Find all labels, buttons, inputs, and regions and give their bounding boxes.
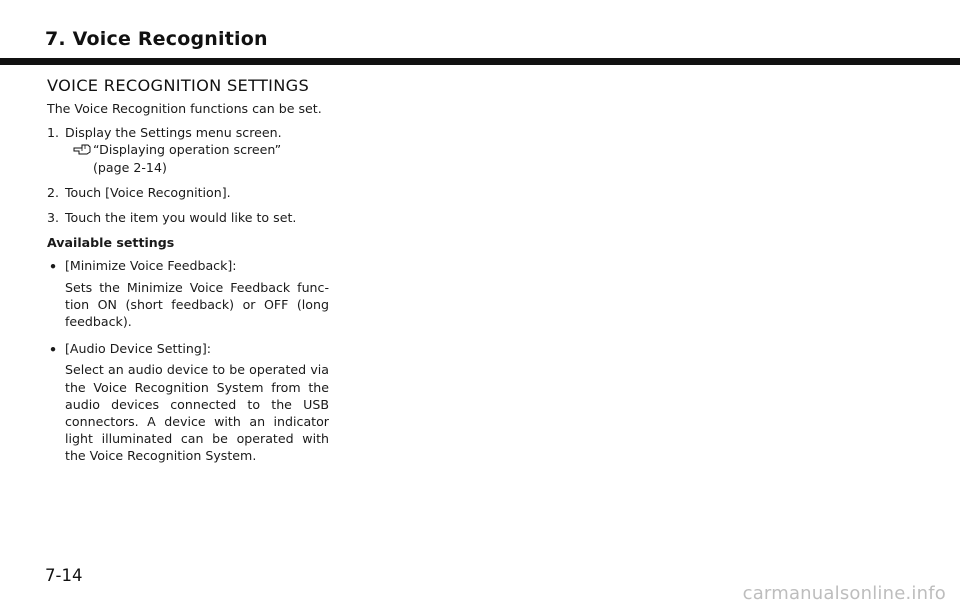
reference-title: “Displaying operation screen”: [93, 142, 282, 158]
step-1: [47, 124, 329, 176]
header-rule: [0, 58, 960, 65]
setting-label: [Minimize Voice Feedback]:: [65, 258, 237, 274]
available-settings-heading: Available settings: [47, 235, 175, 251]
chapter-title: 7. Voice Recognition: [45, 28, 268, 50]
setting-description: Select an audio device to be operated via the Voice Recognition System from the audio devices connected to the USB connectors. A device with an indicator light illuminated can be operated with the Voice Recognition System.: [65, 362, 329, 464]
reference-page[interactable]: (page 2-14): [93, 159, 167, 175]
step-number: 2.: [47, 184, 60, 200]
setting-item: [47, 340, 329, 464]
step-2: [47, 184, 329, 201]
page-content: [47, 76, 329, 475]
page-number: 7-14: [45, 566, 83, 585]
section-intro: The Voice Recognition functions can be set.: [47, 101, 322, 116]
step-text: Touch the item you would like to set.: [65, 210, 297, 226]
setting-item: [47, 257, 329, 330]
section-heading: VOICE RECOGNITION SETTINGS: [47, 76, 310, 95]
bullet-icon: •: [49, 342, 58, 358]
step-number: 1.: [47, 125, 60, 141]
setting-description: Sets the Minimize Voice Feedback func-tion ON (short feedback) or OFF (long feedback).: [65, 279, 329, 330]
cross-reference[interactable]: [65, 141, 329, 158]
step-text: Touch [Voice Recognition].: [65, 184, 231, 200]
step-text: Display the Settings menu screen.: [65, 125, 282, 141]
bullet-icon: •: [49, 259, 58, 275]
step-3: [47, 209, 329, 226]
step-number: 3.: [47, 210, 60, 226]
reference-hand-icon: [73, 142, 91, 157]
watermark: carmanualsonline.info: [742, 583, 946, 604]
setting-label: [Audio Device Setting]:: [65, 341, 212, 357]
chapter-header: [0, 0, 960, 66]
